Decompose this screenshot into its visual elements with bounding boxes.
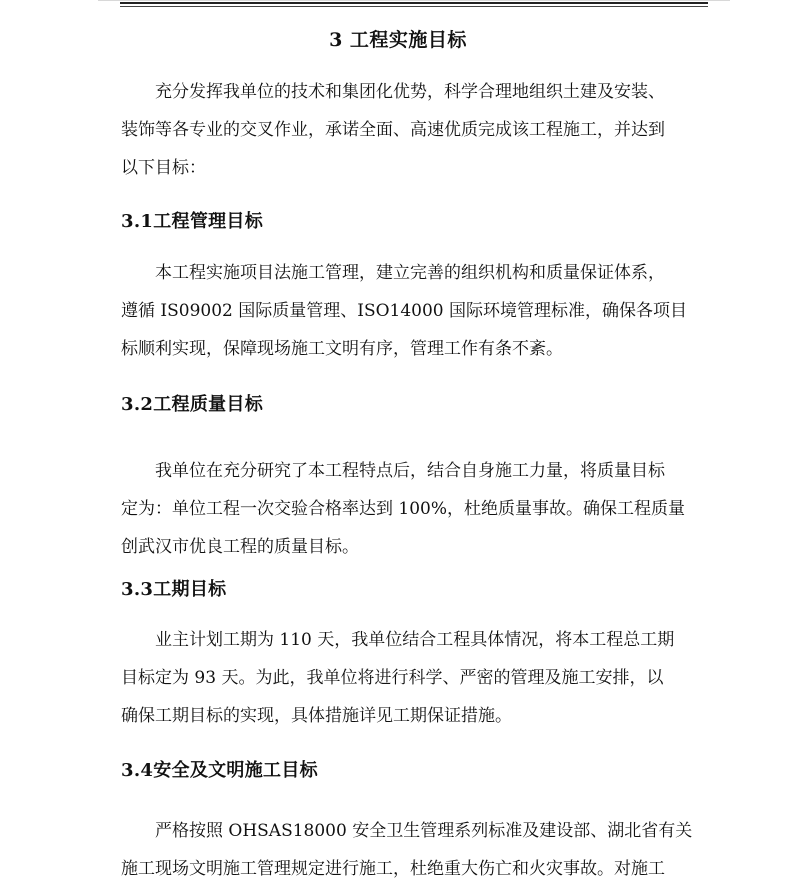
paragraph-line: 创武汉市优良工程的质量目标。 — [121, 537, 359, 557]
paragraph-line: 充分发挥我单位的技术和集团化优势，科学合理地组织土建及安装、 — [155, 82, 665, 102]
section-paragraph-3-1 — [121, 254, 721, 368]
header-rule-thick — [120, 2, 708, 4]
section-paragraph-3-3 — [121, 621, 721, 735]
page-title: 3 工程实施目标 — [329, 29, 467, 51]
paragraph-line: 以下目标： — [121, 158, 206, 178]
paragraph-line: 遵循 IS09002 国际质量管理、ISO14000 国际环境管理标准，确保各项目 — [121, 301, 688, 321]
paragraph-line: 标顺利实现，保障现场施工文明有序，管理工作有条不紊。 — [121, 339, 563, 359]
section-heading-3-4: 3.4安全及文明施工目标 — [121, 760, 318, 781]
paragraph-line: 目标定为 93 天。为此，我单位将进行科学、严密的管理及施工安排，以 — [121, 668, 664, 688]
paragraph-line: 确保工期目标的实现，具体措施详见工期保证措施。 — [121, 706, 512, 726]
section-heading-3-3: 3.3工期目标 — [121, 579, 227, 600]
section-paragraph-3-4 — [121, 812, 721, 880]
header-rule-thin — [120, 6, 708, 7]
section-heading-3-2: 3.2工程质量目标 — [121, 394, 264, 415]
paragraph-line: 本工程实施项目法施工管理，建立完善的组织机构和质量保证体系， — [155, 263, 665, 283]
paragraph-line: 施工现场文明施工管理规定进行施工，杜绝重大伤亡和火灾事故。对施工 — [121, 859, 665, 879]
paragraph-line: 我单位在充分研究了本工程特点后，结合自身施工力量，将质量目标 — [155, 461, 665, 481]
header-rule-outer — [98, 0, 730, 1]
paragraph-line: 定为：单位工程一次交验合格率达到 100%，杜绝质量事故。确保工程质量 — [121, 499, 686, 519]
paragraph-line: 业主计划工期为 110 天，我单位结合工程具体情况，将本工程总工期 — [155, 630, 675, 650]
intro-paragraph — [121, 73, 721, 187]
section-heading-3-1: 3.1工程管理目标 — [121, 211, 264, 232]
paragraph-line: 装饰等各专业的交叉作业，承诺全面、高速优质完成该工程施工，并达到 — [121, 120, 665, 140]
paragraph-line: 严格按照 OHSAS18000 安全卫生管理系列标准及建设部、湖北省有关 — [155, 821, 693, 841]
section-paragraph-3-2 — [121, 452, 721, 566]
